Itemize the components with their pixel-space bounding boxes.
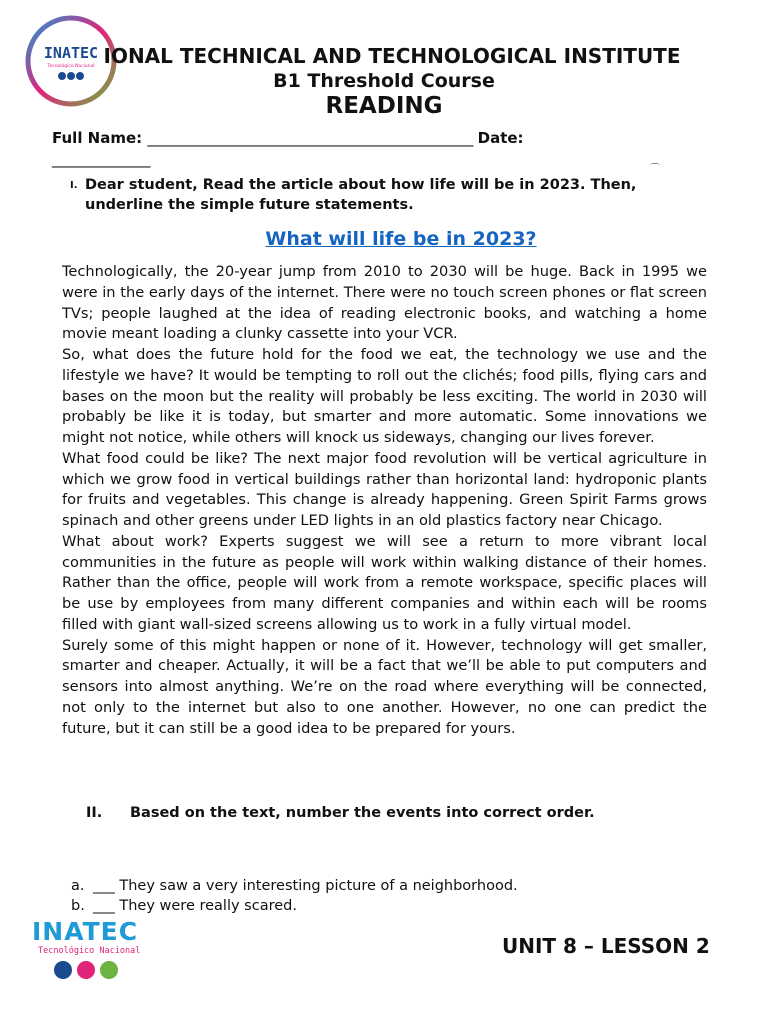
course-title: B1 Threshold Course — [273, 70, 495, 92]
event-letter: a. — [71, 878, 85, 894]
article-title: What will life be in 2023? — [265, 228, 537, 250]
leaf-icon — [100, 961, 118, 979]
date-blank[interactable]: _______________ — [52, 150, 150, 168]
article-body — [62, 262, 707, 739]
full-name-blank[interactable]: __________________________________________________ — [147, 129, 473, 147]
logo-sub: Tecnológico Nacional — [47, 64, 95, 69]
footer-logo-word: INATEC — [32, 917, 139, 946]
instruction-text: Dear student, Read the article about how life will be in 2023. Then, underline the simple future statements. — [85, 177, 637, 213]
section-title: READING — [325, 93, 443, 119]
institute-title: IONAL TECHNICAL AND TECHNOLOGICAL INSTITUTE — [103, 44, 681, 68]
inatec-logo-bottom — [32, 918, 152, 979]
name-date-line — [52, 128, 612, 170]
logo-word: INATEC — [43, 44, 99, 62]
list-item — [71, 896, 518, 916]
footer-logo-sub: Tecnológico Nacional — [38, 946, 141, 956]
full-name-label: Full Name: — [52, 129, 143, 147]
monitor-icon — [77, 961, 95, 979]
article-paragraph: What food could be like? The next major food revolution will be vertical agriculture in which we grow food in vertical buildings rather than horizontal land: hydroponic plants for fruits and vegetables. This change is already happening. Green Spirit Farms grows spinach and other greens under LED lights in an old plastics factory near Chicago. — [62, 449, 707, 529]
article-paragraph: So, what does the future hold for the food we eat, the technology we use and the lifestyle we have? It would be tempting to roll out the clichés; food pills, flying cars and bases on the moon but the reality will probably be less exciting. The world in 2030 will probably be like it is today, but smarter and more automatic. Some innovations we might not notice, while others will knock us sideways, changing our lives forever. — [62, 346, 707, 446]
list-item — [71, 876, 518, 896]
instruction-number: I. — [70, 180, 78, 191]
article-paragraph: Technologically, the 20-year jump from 2010 to 2030 will be huge. Back in 1995 we were in the early days of the internet. There were no touch screen phones or flat screen TVs; people laughed at the idea of reading electronic books, and watching a home movie meant loading a clunky cassette into your VCR. — [62, 263, 707, 343]
article-paragraph: Surely some of this might happen or none of it. However, technology will get smaller, smarter and cheaper. Actually, it will be a fact that we’ll be able to put computers and sensors into almost anything. We’re on the road where everything will be connected, not only to the internet but also to one another. However, no one can predict the future, but it can still be a good idea to be prepared for yours. — [62, 636, 707, 737]
unit-lesson-label: UNIT 8 – LESSON 2 — [502, 934, 710, 958]
article-paragraph: What about work? Experts suggest we will see a return to more vibrant local communities in the future as people will work within walking distance of their homes. Rather than the office, people will work from a remote workspace, specific places will be use by employees from many different companies and within each will be rooms filled with giant wall-sized screens allowing us to work in a fully virtual model. — [62, 532, 707, 633]
section-two-number: II. — [86, 805, 103, 821]
date-label: Date: — [477, 129, 524, 147]
tick-mark-icon: ⌒ — [650, 164, 660, 175]
event-text: ___ They were really scared. — [93, 898, 297, 914]
instruction-one — [66, 175, 666, 215]
events-list — [71, 876, 518, 916]
compass-icon — [54, 961, 72, 979]
section-two-heading — [86, 805, 595, 821]
event-text: ___ They saw a very interesting picture of a neighborhood. — [93, 878, 518, 894]
event-letter: b. — [71, 898, 85, 914]
section-two-text: Based on the text, number the events into correct order. — [130, 805, 595, 821]
